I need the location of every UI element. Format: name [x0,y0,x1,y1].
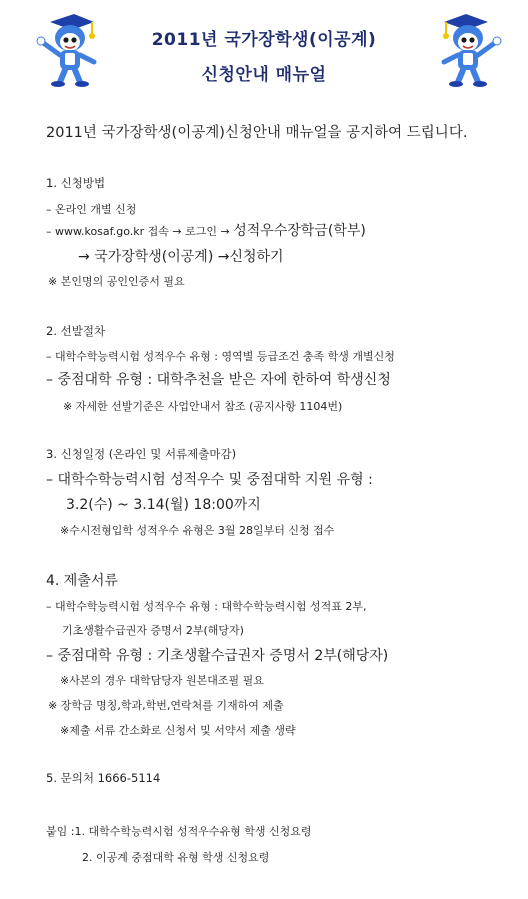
attachment-line-1: 붙임 :1. 대학수학능력시험 성적우수유형 학생 신청요령 [46,825,312,838]
section-4-line-1b: 기초생활수급권자 증명서 2부(해당자) [62,624,244,637]
section-1-line-3: → 국가장학생(이공계) →신청하기 [78,249,284,265]
section-4-line-2: – 중점대학 유형 : 기초생활수급권자 증명서 2부(해당자) [46,648,389,664]
attachment-line-2: 2. 이공계 중점대학 유형 학생 신청요령 [82,851,270,864]
section-4-line-1: – 대학수학능력시험 성적우수 유형 : 대학수학능력시험 성적표 2부, [46,600,367,613]
section-1-line-1: – 온라인 개별 신청 [46,203,137,216]
mascot-graduate-icon [432,10,504,88]
section-3-note: ※수시전형입학 성적우수 유형은 3월 28일부터 신청 접수 [60,524,335,537]
page-title: 2011년 국가장학생(이공계) [151,30,377,50]
section-1-line-2-suffix: 성적우수장학금(학부) [233,223,366,239]
section-4-note-1: ※사본의 경우 대학담당자 원본대조필 필요 [60,674,264,687]
page-subtitle: 신청안내 매뉴얼 [201,65,327,85]
section-4-note-2: ※ 장학금 명칭,학과,학번,연락처를 기재하여 제출 [48,699,284,712]
section-4-note-3: ※제출 서류 간소화로 신청서 및 서약서 제출 생략 [60,724,296,737]
header [0,0,528,100]
section-1-note: ※ 본인명의 공인인증서 필요 [48,275,185,288]
section-2-line-2: – 중점대학 유형 : 대학추천을 받은 자에 한하여 학생신청 [46,372,391,388]
section-3-line-2: 3.2(수) ~ 3.14(월) 18:00까지 [66,497,261,513]
section-1-heading: 1. 신청방법 [46,176,106,190]
section-3-heading: 3. 신청일정 (온라인 및 서류제출마감) [46,447,237,461]
section-1-line-2 [46,220,366,240]
section-2-note: ※ 자세한 선발기준은 사업안내서 참조 (공지사항 1104번) [63,400,343,413]
section-4-heading: 4. 제출서류 [46,573,118,589]
section-3-line-1: – 대학수학능력시험 성적우수 및 중점대학 지원 유형 : [46,472,373,488]
section-1-line-2-prefix: – www.kosaf.go.kr 접속 → 로그인 → [46,225,234,238]
section-2-line-1: – 대학수학능력시험 성적우수 유형 : 영역별 등급조건 충족 학생 개별신청 [46,350,395,363]
section-5-heading: 5. 문의처 1666-5114 [46,771,161,785]
intro-text: 2011년 국가장학생(이공계)신청안내 매뉴얼을 공지하여 드립니다. [46,125,468,141]
section-2-heading: 2. 선발절차 [46,324,106,338]
